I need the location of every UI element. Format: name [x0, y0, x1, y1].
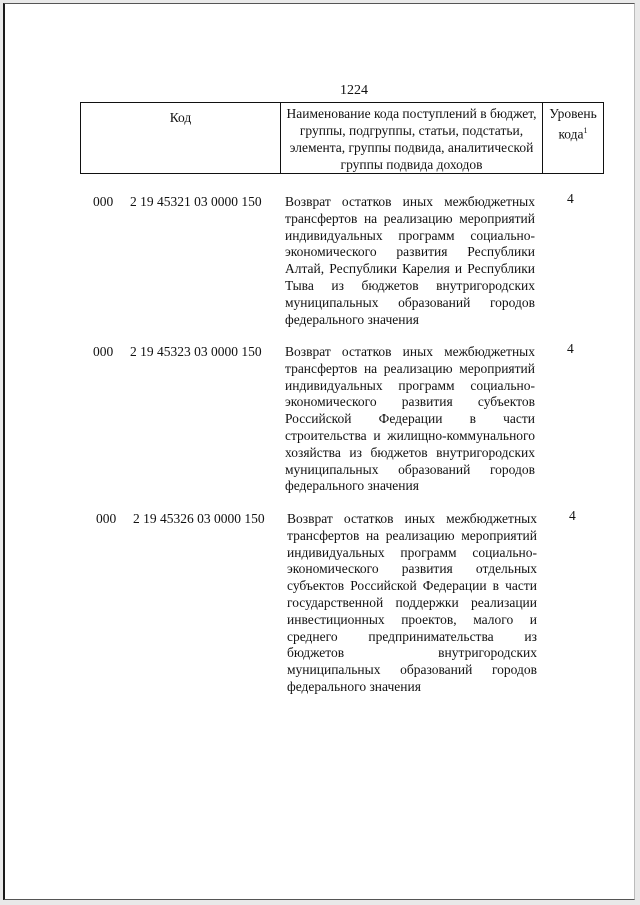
row-description: Возврат остатков иных межбюджетных трансфертов на реализацию мероприятий индивидуальных программ социально-экономического развития отдельных субъектов Российской Федерации в части государственной поддержки реализации инвестиционных проектов, малого и среднего предпринимательства из бюджетов внутригородских муниципальных образований городов федерального значения — [287, 511, 537, 694]
table-header — [80, 102, 604, 174]
row-level: 4 — [567, 191, 574, 206]
page-number: 1224 — [340, 83, 368, 98]
row-income-code: 2 19 45323 03 0000 150 — [130, 344, 262, 359]
header-code: Код — [81, 103, 281, 173]
header-level-footnote: 1 — [583, 126, 588, 135]
row-admin-code: 000 — [93, 344, 114, 359]
row-income-code: 2 19 45326 03 0000 150 — [133, 511, 265, 526]
header-name: Наименование кода поступлений в бюджет, группы, подгруппы, статьи, подстатьи, элемента, группы подвида, аналитической группы подвида доходов — [281, 103, 543, 173]
row-level: 4 — [569, 508, 576, 523]
row-level: 4 — [567, 341, 574, 356]
row-description: Возврат остатков иных межбюджетных трансфертов на реализацию мероприятий индивидуальных программ социально-экономического развития Республики Алтай, Республики Карелия и Республики Тыва из бюджетов внутригородских муниципальных образований городов федерального значения — [285, 194, 535, 327]
document-page — [3, 3, 635, 900]
row-description: Возврат остатков иных межбюджетных трансфертов на реализацию мероприятий индивидуальных программ социально-экономического развития субъектов Российской Федерации в части строительства и жилищно-коммунального хозяйства из бюджетов внутригородских муниципальных образований городов федерального значения — [285, 344, 535, 494]
row-admin-code: 000 — [93, 194, 114, 209]
row-admin-code: 000 — [96, 511, 117, 526]
row-income-code: 2 19 45321 03 0000 150 — [130, 194, 262, 209]
header-level — [543, 103, 603, 173]
header-level-label: Уровень кода — [549, 106, 597, 142]
